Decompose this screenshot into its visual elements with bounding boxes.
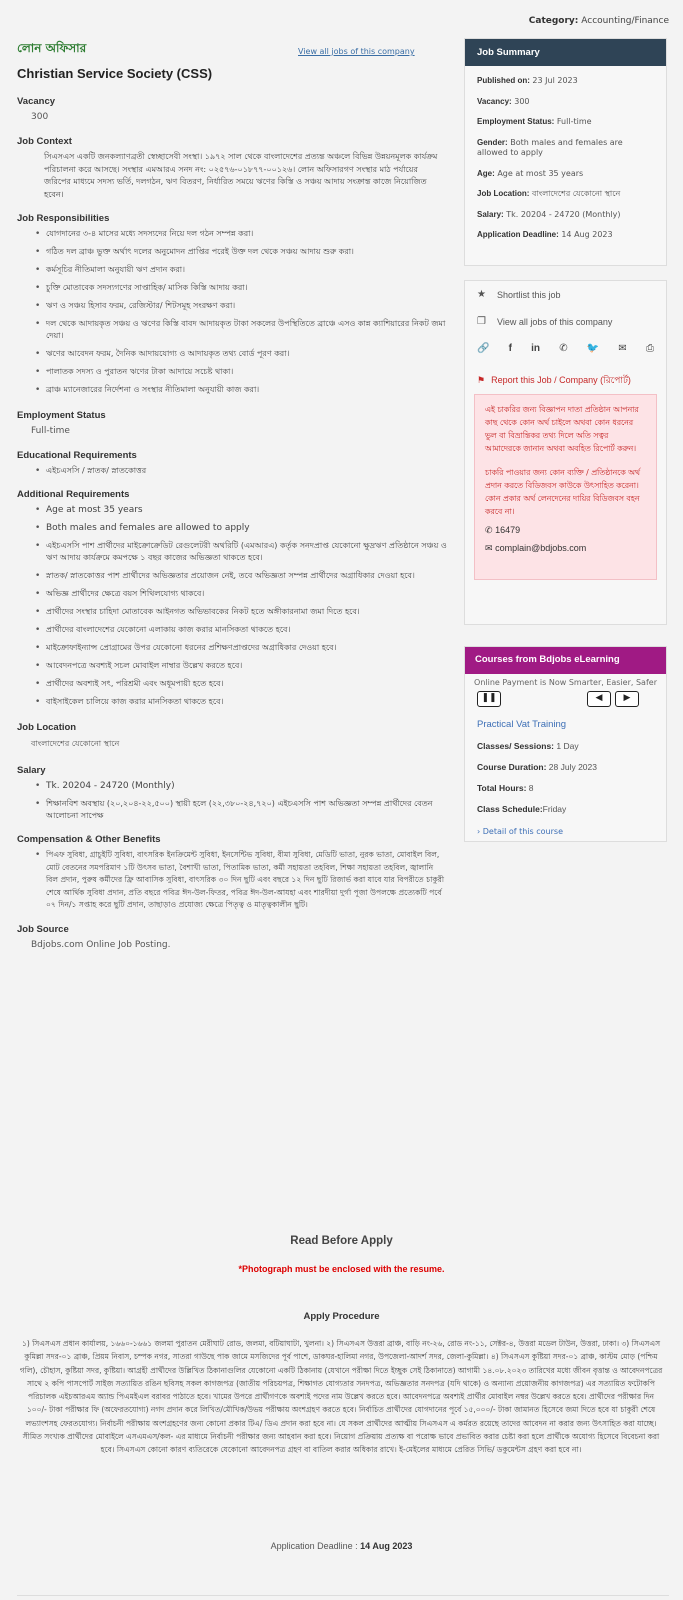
list-item: • ঋণের আবেদন ফরম, দৈনিক আদায়যোগ্য ও আদায়কৃত তথ্য বোর্ড পূরণ করা। [17,348,447,360]
deadline-date: 14 Aug 2023 [360,1541,413,1551]
courses-panel [464,646,667,842]
course-duration: Course Duration: 28 July 2023 [477,762,597,772]
chevron-right-icon: › [477,827,481,836]
fraud-warning-box [474,394,657,580]
next-button[interactable]: ▶ [615,691,639,707]
phone-icon: ✆ [485,525,493,535]
salary-list [17,780,447,822]
company-name[interactable]: Christian Service Society (CSS) [17,66,213,81]
responsibilities-heading: Job Responsibilities [17,213,110,224]
job-summary-title: Job Summary [465,39,666,66]
warning-text-1: এই চাকরির জন্য বিজ্ঞাপন দাতা প্রতিষ্ঠান আপনার কাছ থেকে কোন অর্থ চাইলে অথবা কোন ধরনের ভুল বা বিভ্রান্তিকর তথ্য দিলে অতি সত্বর আমাদেরকে জানান অথবা অবহিত রিপোর্ট করুন। [485,405,639,453]
list-item: • Tk. 20204 - 24720 (Monthly) [17,780,447,792]
additional-requirements-list [17,504,447,708]
job-context-text: সিএসএস একটি জনকল্যাণব্রতী স্বেচ্ছাসেবী সংস্থা। ১৯৭২ সাল থেকে বাংলাদেশের প্রত্যন্ত অঞ্চলে বিভিন্ন উন্নয়নমূলক কার্যক্রম পরিচালনা করে আসছে। সংস্থার এমআরএ সনদ নং: ০২৫৭৬-০১৮৭৭-০০১২৬। লোন অফিসারগণ সংস্থার মাঠ পর্যায়ের জরিপের মাধ্যমে সদস্য ভর্তি, দলগঠন, ঋণ বিতরণ, নির্ধারিত সময়ে ঋণের কিস্তি ও সঞ্চয় আদায় সংক্রান্ত কাজে নিয়োজিত হবেন। [44,152,438,199]
warning-text-2: চাকরি পাওয়ার জন্য কোন ব্যক্তি / প্রতিষ্ঠানকে অর্থ প্রদান করতে বিডিজবস কাউকে উৎসাহিত করেনা। কোন প্রকার অর্থ লেনদেনের দায়ির বিডিজবস বহন করবে না। [485,468,640,516]
facebook-icon[interactable]: f [508,343,512,354]
summary-location: Job Location: বাংলাদেশের যেকোনো স্থানে [477,189,621,198]
list-item: • ব্রাঞ্চ ম্যানেজারের নির্দেশনা ও সংস্থার নীতিমালা অনুযায়ী কাজ করা। [17,384,447,396]
linkedin-icon[interactable]: in [531,343,541,354]
flag-icon: ⚑ [477,375,486,385]
job-title: লোন অফিসার [17,41,87,55]
list-item: • Both males and females are allowed to apply [17,522,447,534]
summary-salary: Salary: Tk. 20204 - 24720 (Monthly) [477,209,621,219]
summary-gender: Gender: Both males and females are allowed to apply [477,137,623,157]
course-detail-link[interactable]: › Detail of this course [477,827,563,836]
course-sessions: Classes/ Sessions: 1 Day [477,741,579,751]
vacancy-heading: Vacancy [17,96,56,107]
view-all-jobs-link[interactable]: View all jobs of this company [298,47,415,56]
job-source-heading: Job Source [17,923,69,935]
responsibilities-list [17,228,447,396]
benefits-heading: Compensation & Other Benefits [17,834,161,845]
list-item: • ঋণ ও সঞ্চয় হিসাব ফরম, রেজিস্টার/ শিটসমূহ সংরক্ষণ করা। [17,300,447,312]
courses-title: Courses from Bdjobs eLearning [465,647,666,674]
online-payment-text: Online Payment is Now Smarter, Easier, Safer [474,678,657,687]
list-item: • মাইক্রোফাইন্যান্স প্রোগ্রামের উপর যেকোনো ধরনের প্রশিক্ষণপ্রাপ্তদের অগ্রাধিকার দেওয়া হবে। [17,642,447,654]
job-summary-panel [464,38,667,266]
summary-published: Published on: 23 Jul 2023 [477,76,578,85]
category-value: Accounting/Finance [581,16,669,26]
link-icon[interactable]: 🔗 [477,343,490,354]
list-item: • প্রার্থীদের অবশ্যই সৎ, পরিশ্রমী এবং অধূমপায়ী হতে হবে। [17,678,447,690]
twitter-icon[interactable]: 🐦 [586,343,600,354]
print-icon[interactable]: ⎙ [645,343,654,354]
benefits-list [17,849,447,912]
category-label: Category: Accounting/Finance [528,16,669,26]
list-item: • স্নাতক/ স্নাতকোত্তর পাশ প্রার্থীদের অভিজ্ঞতার প্রয়োজন নেই, তবে অভিজ্ঞতা সম্পন্ন প্রার্থীদের অগ্রাধিকার দেওয়া হবে। [17,570,447,582]
employment-status-heading: Employment Status [17,410,106,421]
summary-employment: Employment Status: Full-time [477,117,592,126]
job-location-value: বাংলাদেশের যেকোনো স্থানে [31,739,120,748]
whatsapp-icon[interactable]: ✆ [559,343,568,354]
complain-email[interactable]: ✉ complain@bdjobs.com [485,543,587,553]
photograph-label: *Photograph [238,1264,293,1274]
star-icon: ★ [477,289,486,300]
list-item: • অভিজ্ঞ প্রার্থীদের ক্ষেত্রে বয়স শিথিলযোগ্য থাকবে। [17,588,447,600]
list-item: • পিএফ সুবিধা, গ্রাচুইটি সুবিধা, বাৎসরিক ইনক্রিমেন্ট সুবিধা, ইনসেন্টিভ সুবিধা, বীমা সুবিধা, মেডিটি ভাতা, নুরক ভাতা, মোবাইল বিল, মোট বেতনের সমপরিমাণ ১টি উৎসব ভাতা, বৈশাখী ভাতা, পিতামিক ভাতা, কর্মী সহায়তা তহবিল, শিক্ষা সহায়তা তহবিল, জ্বালানি বিল প্রদান, পুরুষ কর্মীদের ফ্রি আবাসিক সুবিধা, বাৎসরিক ৩০ দিন ছুটি এবং বছরে ১২ দিন ছুটি রিজার্ভ করা যাবে যার বিপরীতে চাকুরী শেষে আর্থিক সুবিধা প্রদান, প্রতি বছরে পবিত্র ঈদ-উল-ফিতর, পবিত্র ঈদ-উল-আযহা এবং শারদীয়া দুর্গা পূজা উপলক্ষে প্রত্যেকটি পর্বে ০৭ দিন/১ সপ্তাহ করে ছুটি প্রদান, তাছাড়াও প্রযোজ্য ক্ষেত্রে পিতৃত্ব ও মাতৃত্বকালীন ছুটি। [17,849,447,912]
phone-number[interactable]: ✆ 16479 [485,525,521,535]
list-item: • প্রার্থীদের বাংলাদেশের যেকোনো এলাকায় কাজ করার মানসিকতা থাকতে হবে। [17,624,447,636]
job-main-content [17,40,447,950]
shortlist-button[interactable]: ★ Shortlist this job [477,289,561,300]
course-title[interactable]: Practical Vat Training [477,719,567,730]
carousel-controls [465,691,666,709]
photograph-notice [0,1263,683,1275]
list-item: • যোগদানের ৩-৪ মাসের মধ্যে সদস্যদের নিয়ে দল গঠন সম্পন্ন করা। [17,228,447,240]
application-deadline: Application Deadline : 14 Aug 2023 [270,1541,413,1551]
document-icon: ❐ [477,316,486,327]
summary-age: Age: Age at most 35 years [477,168,584,178]
envelope-icon: ✉ [485,543,493,553]
list-item: • আবেদনপত্রে অবশ্যই সচল মোবাইল নাম্বার উল্লেখ করতে হবে। [17,660,447,672]
course-hours: Total Hours: 8 [477,783,534,793]
list-item: • এইচএসসি পাশ প্রার্থীদের মাইক্রোক্রেডিট রেগুলেটরী অথরিটি (এমআরএ) কর্তৃক সনদপ্রাপ্ত যেকোনো ক্ষুদ্রঋণ প্রতিষ্ঠানে সঞ্চয় ও ঋণ আদায় কার্যক্রমে কমপক্ষে ১ বছর কাজের অভিজ্ঞতা থাকতে হবে। [17,540,447,564]
photograph-text: must be enclosed with the resume. [292,1264,445,1274]
salary-heading: Salary [17,765,46,776]
email-icon[interactable]: ✉ [618,343,627,354]
job-location-heading: Job Location [17,722,77,733]
summary-vacancy: Vacancy: 300 [477,96,530,106]
prev-button[interactable]: ◀ [587,691,611,707]
course-schedule: Class Schedule:Friday [477,804,567,814]
job-actions-panel [464,280,667,625]
read-before-apply-heading: Read Before Apply [290,1235,393,1247]
education-list [17,465,447,477]
view-all-jobs-button[interactable]: ❐ View all jobs of this company [477,316,613,327]
employment-status-value: Full-time [31,426,70,436]
job-source-value: Bdjobs.com Online Job Posting. [31,939,171,950]
divider [17,1595,669,1596]
list-item: • শিক্ষানবিশ অবস্থায় (২০,২০৪-২২,৫০০) স্থায়ী হলে (২২,৩৮০-২৪,৭২০) এইচএসসি পাশ অভিজ্ঞতা সম্পন্ন প্রার্থীদের বেতন আলোচনা সাপেক্ষ [17,798,447,822]
pause-button[interactable]: ❚❚ [477,691,501,707]
vacancy-value: 300 [31,112,49,122]
apply-procedure-text: ১) সিএসএস প্রধান কার্যালয়, ১৬৬০-১৬৬১ জলমা পুরাতন মেরীঘাট রোড, জলমা, বটিয়াঘাটা, খুলনা। ২) সিএসএস উত্তরা ব্রাঞ্চ, বাড়ি নং-২৬, রোড নং-১১, সেক্টর-৪, উত্তরা মডেল টাউন, উত্তরা, ঢাকা। ৩) সিএসএস কুমিল্লা সদর-০১ ব্রাঞ্চ, প্রিয়ম নিবাস, চম্পক নগর, সাতরা গাউছে পাক জামে মসজিদের পূর্ব পাশে, ডাকঘর-হালিমা নগর, উপজেলা-আদর্শ সদর, জেলা-কুমিল্লা। ৪) সিএসএস কুষ্টিয়া সদর-০১ ব্রাঞ্চ, কাস্টম মোড় (পশ্চিম গলি), চৌহাস, কুষ্টিয়া সদর, কুষ্টিয়া। আগ্রহী প্রার্থীদের উল্লিখিত ঠিকানাগুলির যেকোনো একটি ঠিকানায় (যেখানে পরীক্ষা দিতে ইচ্ছুক সেই ঠিকানাতে) আগামী ১৪.০৮.২০২৩ তারিখের মধ্যে জীবন বৃত্তান্ত ও আবেদনপত্রের সাথে ২ কপি পাসপোর্ট সাইজ সত্যায়িত রঙিন ছবিসহ সকল কাগজপত্র (জাতীয় পরিচয়পত্র, শিক্ষাগত যোগ্যতার সনদপত্র, অভিজ্ঞতার সনদপত্র (যদি থাকে) ও অন্যান্য প্রয়োজনীয় কাগজপত্র) এর সত্যায়িত ফটোকপি পরিচালক এইচআরএম অ্যান্ড পিএমইএল বরাবর পাঠাতে হবে। খামের উপরে প্রার্থীগণকে অবশ্যই পদের নাম উল্লেখ করতে হবে। আবেদনপত্রে অবশ্যই প্রার্থীর মোবাইল নম্বর উল্লেখ করতে হবে। প্রার্থীদের পরীক্ষার দিন ১০০/- টাকা পরীক্ষার ফি (অফেরতযোগ্য) নগদ প্রদান করে লিখিত/মৌখিক/উভয় পরীক্ষায় অংশগ্রহণ করতে হবে। নির্বাচিত প্রার্থীদের যোগদানের পূর্বে ১৫,০০০/- টাকা জামানত হিসেবে জমা দিতে হবে যা চাকুরী শেষে লভ্যাংশসহ ফেরতযোগ্য। নির্বাচনী পরীক্ষায় অংশগ্রহণের জন্য কোনো প্রকার টিএ/ ডিএ প্রদান করা হবে না। যে সকল প্রার্থীদের আত্মীয় সিএসএস এ কর্মরত রয়েছে তাদের আবেদন না করার জন্য উৎসাহিত করা যাচ্ছে। সীমিত সংখ্যক প্রার্থীদের মোবাইলে এসএমএস/কল- এর মাধ্যমে নির্বাচনী পরীক্ষার জন্য আহবান করা হবে। নিয়োগ প্রক্রিয়ায় প্রত্যক্ষ বা পরোক্ষ ভাবে প্রভাবিত করার চেষ্টা করা হলে প্রার্থীকে অযোগ্য হিসেবে বিবেচনা করা হবে। সিএসএস কোনো কারণ ব্যতিরেকে যেকোনো আবেদনপত্র গ্রহণ বা বাতিল করার অধিকার রাখে। ই-মেইলের মাধ্যমে প্রেরিত সিভি/ ডকুমেন্টস গ্রহণ করা হবে না। [19,1339,663,1455]
list-item: • দল থেকে আদায়কৃত সঞ্চয় ও ঋণের কিস্তি বাবদ আদায়কৃত টাকা সকলের উপস্থিতিতে ব্রাঞ্চে এসও কান্ন ক্যাশিয়ারের নিকট জমা দেয়া। [17,318,447,342]
education-heading: Educational Requirements [17,450,137,461]
job-context-heading: Job Context [17,136,72,147]
list-item: • প্রার্থীদের সংস্থার চাহিদা মোতাবেক আইনগত অভিভাবকের নিকট হতে অঙ্গীকারনামা জমা দিতে হবে। [17,606,447,618]
report-job-link[interactable]: ⚑ Report this Job / Company (রিপোর্ট) [477,375,631,385]
summary-deadline: Application Deadline: 14 Aug 2023 [477,230,613,239]
share-icons [477,343,654,354]
list-item: • কর্মসূচির নীতিমালা অনুযায়ী ঋণ প্রদান করা। [17,264,447,276]
list-item: • বাইসাইকেল চালিয়ে কাজ করার মানসিকতা থাকতে হবে। [17,696,447,708]
list-item: • গঠিত দল ব্রাঞ্চ ভুক্ত অর্থাৎ দলের অনুমোদন প্রাপ্তির পরেই উক্ত দল থেকে সঞ্চয় আদায় শুরু করা। [17,246,447,258]
list-item: • পালাতক সদস্য ও পুরাতন ঋণের টাকা আদায়ে সচেষ্ট থাকা। [17,366,447,378]
list-item: • Age at most 35 years [17,504,447,516]
additional-requirements-heading: Additional Requirements [17,489,130,500]
apply-procedure-heading: Apply Procedure [303,1311,380,1322]
list-item: • এইচএসসি / স্নাতক/ স্নাতকোত্তর [17,465,447,477]
list-item: • চুক্তি মোতাবেক সদস্যগণের সাপ্তাহিক/ মাসিক কিস্তি আদায় করা। [17,282,447,294]
